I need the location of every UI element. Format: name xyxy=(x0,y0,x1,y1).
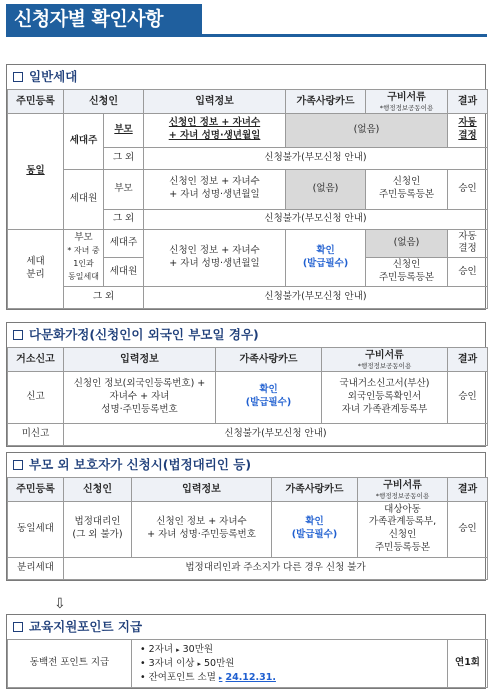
same-household-label: 동일세대 xyxy=(8,501,64,557)
points-table xyxy=(7,639,488,688)
table-header-row xyxy=(8,478,488,502)
documents-cell: 신청인 주민등록등본 xyxy=(366,169,448,209)
header-family-card: 가족사랑카드 xyxy=(272,478,358,502)
points-detail-cell xyxy=(132,640,448,688)
table-row xyxy=(8,169,488,209)
auto-decision-cell: 자동 결정 xyxy=(448,113,488,147)
unreported-label: 미신고 xyxy=(8,423,64,445)
parent-label: 부모 xyxy=(104,169,144,209)
none-cell: (없음) xyxy=(286,113,448,147)
multicultural-heading: 다문화가정(신청인이 외국인 부모일 경우) xyxy=(7,323,485,347)
table-row xyxy=(8,501,488,557)
documents-cell: 대상아동 가족관계등록부, 신청인 주민등록등본 xyxy=(358,501,448,557)
others-label: 그 외 xyxy=(104,209,144,229)
page-title: 신청자별 확인사항 xyxy=(6,4,202,34)
others-label: 그 외 xyxy=(64,286,144,308)
header-family-card: 가족사랑카드 xyxy=(286,90,366,114)
multicultural-panel xyxy=(6,322,486,447)
same-household-label: 동일 xyxy=(8,113,64,229)
applicant-cell: 법정대리인 (그 외 불가) xyxy=(64,501,132,557)
not-allowed-cell: 신청불가(부모신청 안내) xyxy=(64,423,488,445)
guardian-panel xyxy=(6,452,486,581)
table-row xyxy=(8,286,488,308)
others-label: 그 외 xyxy=(104,147,144,169)
checkbox-square-icon xyxy=(13,330,23,340)
header-input-info: 입력정보 xyxy=(144,90,286,114)
guardian-heading: 부모 외 보호자가 신청시(법정대리인 등) xyxy=(7,453,485,477)
frequency-cell: 연1회 xyxy=(448,640,488,688)
reported-label: 신고 xyxy=(8,371,64,423)
table-header-row xyxy=(8,348,488,372)
approval-cell: 승인 xyxy=(448,258,488,287)
general-household-panel xyxy=(6,64,486,310)
multicultural-table xyxy=(7,347,488,446)
header-result: 결과 xyxy=(448,348,488,372)
householder-label: 세대주 xyxy=(64,113,104,169)
none-cell: (없음) xyxy=(366,229,448,258)
parent-label: 부모 xyxy=(104,113,144,147)
points-heading: 교육지원포인트 지급 xyxy=(7,615,485,639)
not-allowed-cell: 신청불가(부모신청 안내) xyxy=(144,147,488,169)
table-row xyxy=(8,113,488,147)
not-allowed-cell: 법정대리인과 주소지가 다른 경우 신청 불가 xyxy=(64,557,488,579)
input-cell: 신청인 정보 + 자녀수 + 자녀 성명·주민등록번호 xyxy=(132,501,272,557)
header-documents: 구비서류 *행정정보공동이용 xyxy=(358,478,448,502)
input-cell: 신청인 정보 + 자녀수 + 자녀 성명·생년월일 xyxy=(144,113,286,147)
documents-cell: 신청인 주민등록등본 xyxy=(366,258,448,287)
general-table xyxy=(7,89,488,309)
header-input-info: 입력정보 xyxy=(132,478,272,502)
approval-cell: 승인 xyxy=(448,169,488,209)
householder-label: 세대주 xyxy=(104,229,144,258)
approval-cell: 승인 xyxy=(448,501,488,557)
list-item: • 3자녀 이상 ▸ 50만원 xyxy=(140,657,439,671)
header-input-info: 입력정보 xyxy=(64,348,216,372)
table-row xyxy=(8,229,488,258)
list-item: • 잔여포인트 소멸 ▸ 24.12.31. xyxy=(140,671,439,685)
family-card-cell: 확인 (발급필수) xyxy=(272,501,358,557)
points-list xyxy=(134,641,445,686)
input-cell: 신청인 정보 + 자녀수 + 자녀 성명·생년월일 xyxy=(144,229,286,286)
not-allowed-cell: 신청불가(부모신청 안내) xyxy=(144,209,488,229)
header-family-card: 가족사랑카드 xyxy=(216,348,322,372)
checkbox-square-icon xyxy=(13,622,23,632)
separate-household-label: 세대 분리 xyxy=(8,229,64,308)
family-card-cell: 확인 (발급필수) xyxy=(216,371,322,423)
table-header-row xyxy=(8,90,488,114)
auto-decision-cell: 자동 결정 xyxy=(448,229,488,258)
header-residence: 거소신고 xyxy=(8,348,64,372)
table-row xyxy=(8,640,488,688)
points-label: 동백전 포인트 지급 xyxy=(8,640,132,688)
checkbox-square-icon xyxy=(13,72,23,82)
guardian-table xyxy=(7,477,488,580)
general-heading: 일반세대 xyxy=(7,65,485,89)
input-cell: 신청인 정보 + 자녀수 + 자녀 성명·생년월일 xyxy=(144,169,286,209)
table-row xyxy=(8,371,488,423)
parent-note-cell: 부모 * 자녀 중 1인과 동일세대 xyxy=(64,229,104,286)
header-result: 결과 xyxy=(448,90,488,114)
not-allowed-cell: 신청불가(부모신청 안내) xyxy=(144,286,488,308)
separate-household-label: 분리세대 xyxy=(8,557,64,579)
none-cell: (없음) xyxy=(286,169,366,209)
documents-cell: 국내거소신고서(부산) 외국인등록확인서 자녀 가족관계등록부 xyxy=(322,371,448,423)
header-applicant: 신청인 xyxy=(64,478,132,502)
title-underline xyxy=(6,34,487,37)
member-label: 세대원 xyxy=(104,258,144,287)
header-result: 결과 xyxy=(448,478,488,502)
down-arrow-icon: ⇩ xyxy=(54,596,66,612)
input-cell: 신청인 정보(외국인등록번호) + 자녀수 + 자녀 성명·주민등록번호 xyxy=(64,371,216,423)
header-applicant: 신청인 xyxy=(64,90,144,114)
approval-cell: 승인 xyxy=(448,371,488,423)
table-row xyxy=(8,423,488,445)
header-documents: 구비서류 *행정정보공동이용 xyxy=(366,90,448,114)
checkbox-square-icon xyxy=(13,460,23,470)
header-resident-reg: 주민등록 xyxy=(8,478,64,502)
member-label: 세대원 xyxy=(64,169,104,229)
points-panel xyxy=(6,614,486,689)
list-item: • 2자녀 ▸ 30만원 xyxy=(140,643,439,657)
header-resident-reg: 주민등록 xyxy=(8,90,64,114)
header-documents: 구비서류 *행정정보공동이용 xyxy=(322,348,448,372)
family-card-cell: 확인 (발급필수) xyxy=(286,229,366,286)
table-row xyxy=(8,557,488,579)
